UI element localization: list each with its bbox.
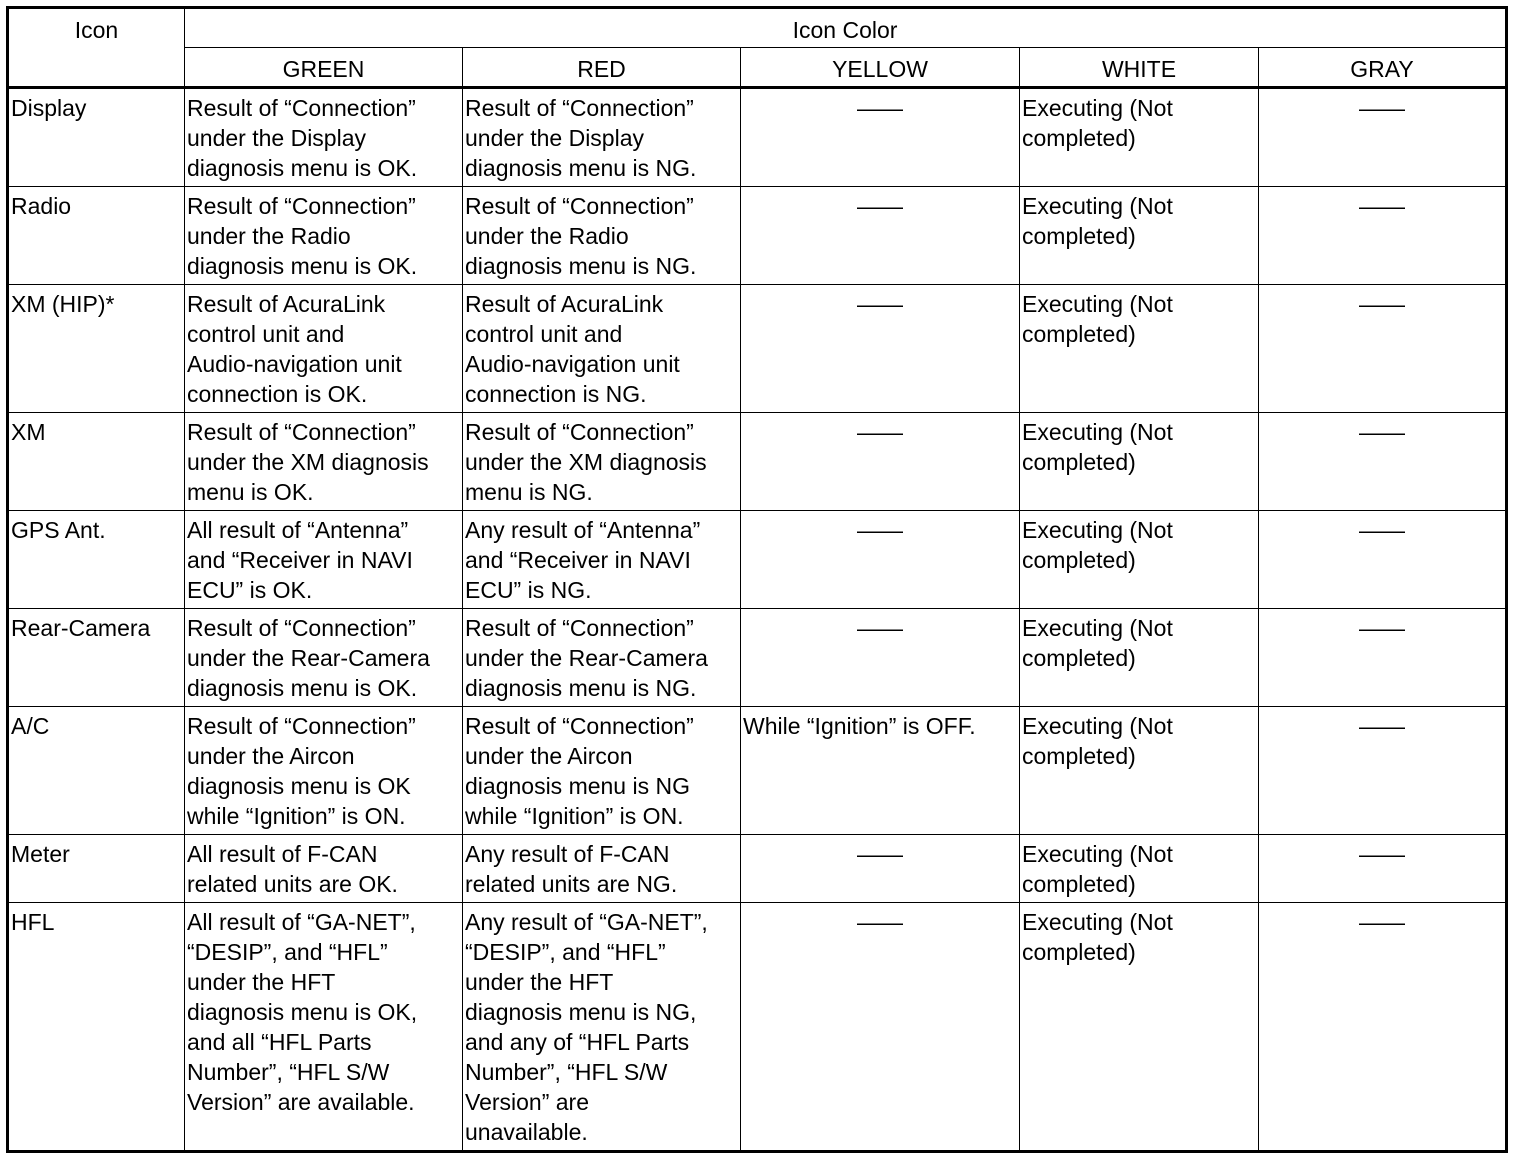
yellow-cell: —— bbox=[741, 609, 1020, 707]
table-row-rear-camera bbox=[8, 609, 1507, 707]
yellow-cell: —— bbox=[741, 511, 1020, 609]
green-cell: All result of “GA-NET”, “DESIP”, and “HFL” under the HFT diagnosis menu is OK, and all “HFL Parts Number”, “HFL S/W Version” are available. bbox=[185, 903, 463, 1152]
icon-color-table bbox=[6, 6, 1508, 1153]
green-cell: Result of AcuraLink control unit and Audio-navigation unit connection is OK. bbox=[185, 285, 463, 413]
yellow-cell: —— bbox=[741, 903, 1020, 1152]
yellow-cell: —— bbox=[741, 835, 1020, 903]
table-row-gps-ant bbox=[8, 511, 1507, 609]
gray-cell: —— bbox=[1259, 835, 1507, 903]
white-cell: Executing (Not completed) bbox=[1020, 285, 1259, 413]
gray-cell: —— bbox=[1259, 413, 1507, 511]
red-cell: Any result of “GA-NET”, “DESIP”, and “HFL” under the HFT diagnosis menu is NG, and any of “HFL Parts Number”, “HFL S/W Version” are unavailable. bbox=[463, 903, 741, 1152]
gray-column-header: GRAY bbox=[1259, 48, 1507, 88]
icon-name-cell: XM (HIP)* bbox=[8, 285, 185, 413]
red-cell: Result of “Connection” under the Rear-Camera diagnosis menu is NG. bbox=[463, 609, 741, 707]
yellow-cell: —— bbox=[741, 88, 1020, 187]
table-row-radio bbox=[8, 187, 1507, 285]
red-column-header: RED bbox=[463, 48, 741, 88]
green-cell: Result of “Connection” under the XM diagnosis menu is OK. bbox=[185, 413, 463, 511]
green-column-header: GREEN bbox=[185, 48, 463, 88]
green-cell: Result of “Connection” under the Radio diagnosis menu is OK. bbox=[185, 187, 463, 285]
white-cell: Executing (Not completed) bbox=[1020, 707, 1259, 835]
gray-cell: —— bbox=[1259, 285, 1507, 413]
gray-cell: —— bbox=[1259, 88, 1507, 187]
icon-name-cell: HFL bbox=[8, 903, 185, 1152]
red-cell: Any result of F-CAN related units are NG. bbox=[463, 835, 741, 903]
icon-name-cell: A/C bbox=[8, 707, 185, 835]
gray-cell: —— bbox=[1259, 707, 1507, 835]
yellow-cell: —— bbox=[741, 285, 1020, 413]
green-cell: All result of F-CAN related units are OK. bbox=[185, 835, 463, 903]
red-cell: Result of “Connection” under the Radio diagnosis menu is NG. bbox=[463, 187, 741, 285]
icon-name-cell: Rear-Camera bbox=[8, 609, 185, 707]
gray-cell: —— bbox=[1259, 511, 1507, 609]
yellow-cell: —— bbox=[741, 413, 1020, 511]
icon-color-header: Icon Color bbox=[185, 8, 1507, 48]
icon-name-cell: GPS Ant. bbox=[8, 511, 185, 609]
red-cell: Result of “Connection” under the Aircon diagnosis menu is NG while “Ignition” is ON. bbox=[463, 707, 741, 835]
green-cell: Result of “Connection” under the Display diagnosis menu is OK. bbox=[185, 88, 463, 187]
white-cell: Executing (Not completed) bbox=[1020, 903, 1259, 1152]
yellow-cell: —— bbox=[741, 187, 1020, 285]
gray-cell: —— bbox=[1259, 187, 1507, 285]
table-row-display bbox=[8, 88, 1507, 187]
table-row-meter bbox=[8, 835, 1507, 903]
red-cell: Result of “Connection” under the XM diagnosis menu is NG. bbox=[463, 413, 741, 511]
gray-cell: —— bbox=[1259, 903, 1507, 1152]
icon-name-cell: Display bbox=[8, 88, 185, 187]
red-cell: Result of AcuraLink control unit and Audio-navigation unit connection is NG. bbox=[463, 285, 741, 413]
white-column-header: WHITE bbox=[1020, 48, 1259, 88]
yellow-cell: While “Ignition” is OFF. bbox=[741, 707, 1020, 835]
gray-cell: —— bbox=[1259, 609, 1507, 707]
white-cell: Executing (Not completed) bbox=[1020, 88, 1259, 187]
red-cell: Any result of “Antenna” and “Receiver in NAVI ECU” is NG. bbox=[463, 511, 741, 609]
white-cell: Executing (Not completed) bbox=[1020, 835, 1259, 903]
table-row-xm bbox=[8, 413, 1507, 511]
white-cell: Executing (Not completed) bbox=[1020, 609, 1259, 707]
icon-name-cell: Radio bbox=[8, 187, 185, 285]
table-row-hfl bbox=[8, 903, 1507, 1152]
icon-column-header: Icon bbox=[8, 8, 185, 88]
green-cell: Result of “Connection” under the Rear-Camera diagnosis menu is OK. bbox=[185, 609, 463, 707]
green-cell: All result of “Antenna” and “Receiver in NAVI ECU” is OK. bbox=[185, 511, 463, 609]
icon-name-cell: XM bbox=[8, 413, 185, 511]
icon-name-cell: Meter bbox=[8, 835, 185, 903]
white-cell: Executing (Not completed) bbox=[1020, 413, 1259, 511]
yellow-column-header: YELLOW bbox=[741, 48, 1020, 88]
table-row-xm-hip bbox=[8, 285, 1507, 413]
white-cell: Executing (Not completed) bbox=[1020, 187, 1259, 285]
white-cell: Executing (Not completed) bbox=[1020, 511, 1259, 609]
green-cell: Result of “Connection” under the Aircon diagnosis menu is OK while “Ignition” is ON. bbox=[185, 707, 463, 835]
table-row-ac bbox=[8, 707, 1507, 835]
red-cell: Result of “Connection” under the Display diagnosis menu is NG. bbox=[463, 88, 741, 187]
